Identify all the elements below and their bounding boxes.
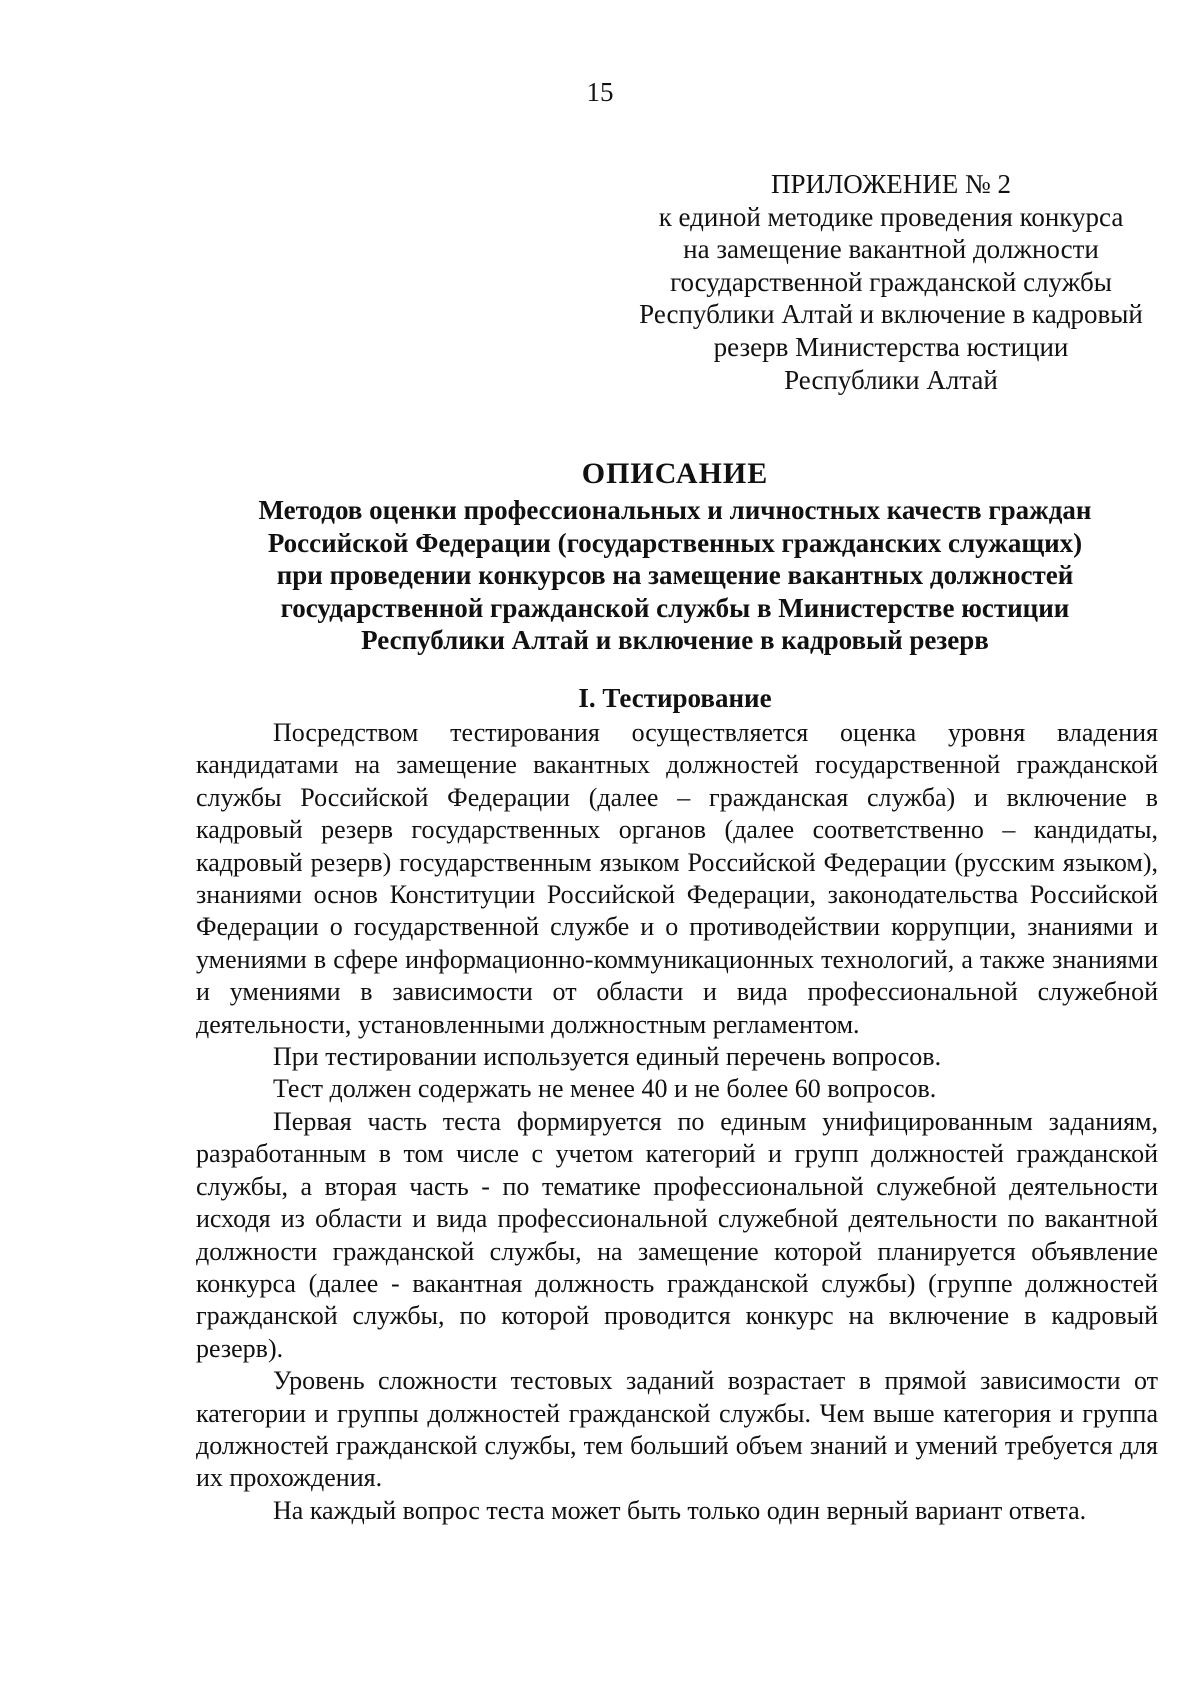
appendix-line: государственной гражданской службы — [670, 266, 1112, 297]
paragraph: При тестировании используется единый перечень вопросов. — [273, 1042, 942, 1072]
appendix-line: Республики Алтай — [784, 364, 998, 395]
paragraph: Тест должен содержать не менее 40 и не более 60 вопросов. — [273, 1074, 937, 1104]
document-subtitle-line: государственной гражданской службы в Министерстве юстиции — [280, 592, 1070, 623]
section-title: I. Тестирование — [578, 683, 772, 713]
document-heading — [190, 456, 1160, 657]
appendix-title: ПРИЛОЖЕНИЕ № 2 — [770, 169, 1012, 199]
appendix-line: на замещение вакантной должности — [683, 234, 1099, 265]
document-title: ОПИСАНИЕ — [581, 457, 769, 490]
document-subtitle-line: Республики Алтай и включение в кадровый резерв — [361, 625, 989, 656]
document-subtitle-line: Российской Федерации (государственных гражданских служащих) — [267, 527, 1083, 558]
section-body — [196, 717, 1158, 1527]
document-subtitle-line: Методов оценки профессиональных и личностных качеств граждан — [258, 495, 1092, 525]
appendix-line: Республики Алтай и включение в кадровый — [639, 299, 1143, 330]
paragraph: Уровень сложности тестовых заданий возрастает в прямой зависимости от категории и группы должностей гражданской службы. Чем выше категория и группа должностей гражданской службы, тем больший объем знаний и умений требуется для их прохождения. — [196, 1366, 1158, 1493]
appendix-block — [612, 168, 1170, 396]
paragraph: Первая часть теста формируется по единым унифицированным заданиям, разработанным в том числе с учетом категорий и групп должностей гражданской службы, а вторая часть - по тематике профессиональной служебной деятельности исходя из области и вида профессиональной служебной деятельности по вакантной должности гражданской службы, на замещение которой планируется объявление конкурса (далее - вакантная должность гражданской службы) (группе должностей гражданской службы, по которой проводится конкурс на включение в кадровый резерв). — [196, 1106, 1158, 1363]
paragraph: На каждый вопрос теста может быть только один верный вариант ответа. — [273, 1495, 1087, 1525]
appendix-line: к единой методике проведения конкурса — [658, 201, 1124, 232]
page-number: 15 — [586, 77, 614, 107]
paragraph: Посредством тестирования осуществляется оценка уровня владения кандидатами на замещение вакантных должностей государственной гражданской службы Российской Федерации (далее – гражданская служба) и включение в кадровый резерв государственных органов (далее соответственно – кандидаты, кадровый резерв) государственным языком Российской Федерации (русским языком), знаниями основ Конституции Российской Федерации, законодательства Российской Федерации о государственной службе и о противодействии коррупции, знаниями и умениями в сфере информационно-коммуникационных технологий, а также знаниями и умениями в зависимости от области и вида профессиональной служебной деятельности, установленными должностным регламентом. — [196, 718, 1158, 1039]
appendix-line: резерв Министерства юстиции — [713, 331, 1069, 362]
document-subtitle-line: при проведении конкурсов на замещение вакантных должностей — [276, 560, 1074, 591]
